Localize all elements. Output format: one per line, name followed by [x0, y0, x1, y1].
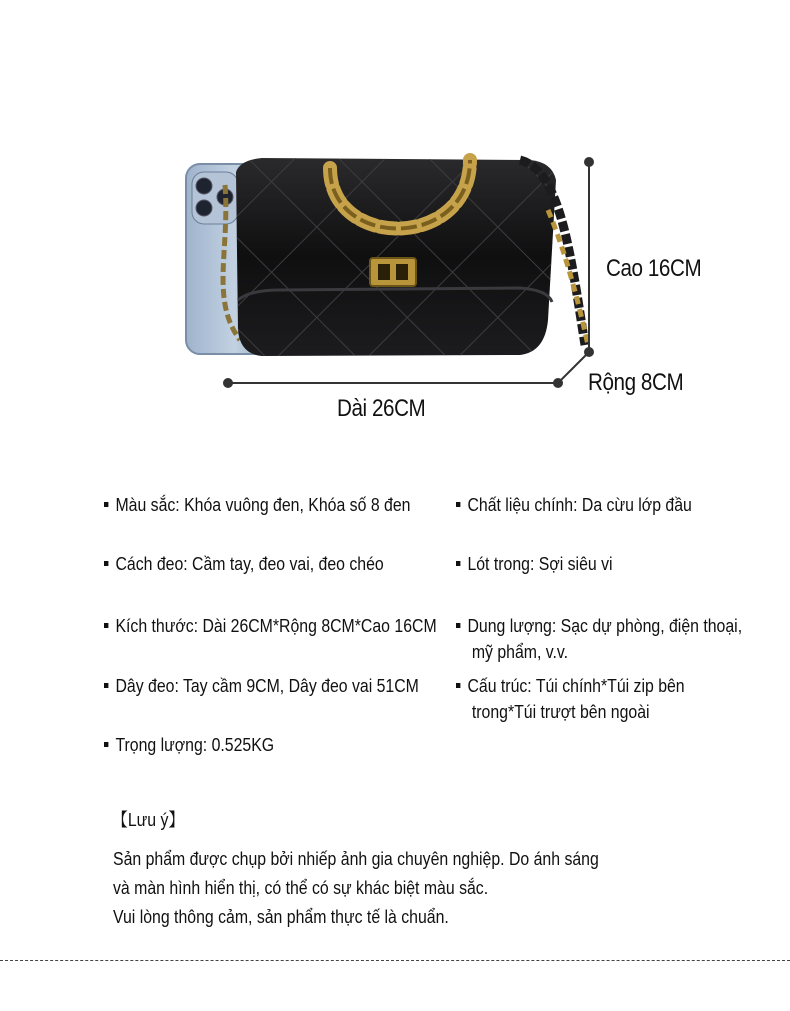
spec-capacity: Dung lượng: Sạc dự phòng, điện thoại, mỹ phẩm, v.v.	[456, 613, 742, 665]
spec-material: Chất liệu chính: Da cừu lớp đầu	[456, 492, 692, 518]
bullet-icon	[104, 561, 108, 566]
spec-strap: Dây đeo: Tay cầm 9CM, Dây đeo vai 51CM	[104, 673, 419, 699]
bullet-icon	[456, 683, 460, 688]
length-label: Dài 26CM	[337, 395, 426, 422]
width-label: Rộng 8CM	[588, 369, 684, 396]
height-label: Cao 16CM	[606, 255, 702, 282]
spec-wear-style: Cách đeo: Cầm tay, đeo vai, đeo chéo	[104, 551, 384, 577]
note-line-1: Sản phẩm được chụp bởi nhiếp ảnh gia chuyên nghiệp. Do ánh sáng	[113, 849, 599, 869]
bullet-icon	[104, 742, 108, 747]
spec-structure: Cấu trúc: Túi chính*Túi zip bên trong*Túi trượt bên ngoài	[456, 673, 685, 725]
width-dimension-line	[558, 352, 589, 383]
spec-weight: Trọng lượng: 0.525KG	[104, 732, 274, 758]
bullet-icon	[104, 623, 108, 628]
bullet-icon	[104, 683, 108, 688]
spec-size: Kích thước: Dài 26CM*Rộng 8CM*Cao 16CM	[104, 613, 437, 639]
bullet-icon	[456, 502, 460, 507]
bag-illustration	[236, 158, 588, 356]
spec-structure-line2: trong*Túi trượt bên ngoài	[471, 702, 650, 722]
bullet-icon	[104, 502, 108, 507]
note-title: 【Lưu ý】	[112, 810, 185, 830]
spec-capacity-line2: mỹ phẩm, v.v.	[471, 642, 569, 662]
bullet-icon	[456, 561, 460, 566]
spec-lining: Lót trong: Sợi siêu vi	[456, 551, 613, 577]
note-line-2: và màn hình hiển thị, có thể có sự khác biệt màu sắc.	[113, 878, 489, 898]
length-dimension-line	[223, 378, 563, 388]
bullet-icon	[456, 623, 460, 628]
spec-color: Màu sắc: Khóa vuông đen, Khóa số 8 đen	[104, 492, 410, 518]
dashed-divider	[0, 960, 790, 961]
note-line-3: Vui lòng thông cảm, sản phẩm thực tế là chuẩn.	[113, 907, 449, 927]
